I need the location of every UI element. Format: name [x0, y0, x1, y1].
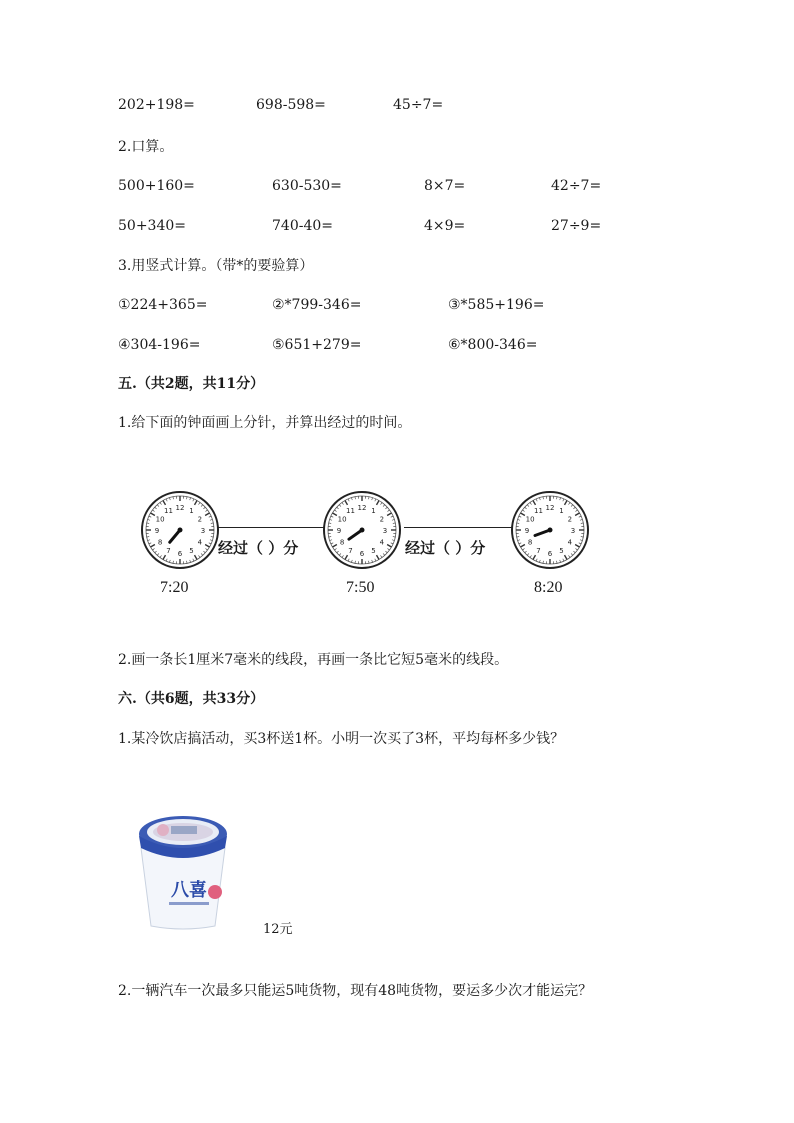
elapsed-label-2: 经过（ ）分	[405, 539, 486, 557]
clock-numeral: 2	[379, 515, 385, 524]
clock-time-label-1: 7:20	[160, 579, 189, 596]
clock-numeral: 2	[197, 515, 203, 524]
clock-numeral: 5	[559, 546, 564, 555]
q3-r2-c3: ⑥*800-346=	[448, 337, 538, 353]
q2-r1-c2: 630-530=	[272, 178, 342, 194]
section6-q1: 1.某冷饮店搞活动，买3杯送1杯。小明一次买了3杯，平均每杯多少钱？	[118, 731, 565, 747]
clock-numeral: 1	[189, 507, 194, 516]
clock-face-2	[321, 489, 403, 571]
clock-numeral: 1	[371, 507, 376, 516]
clock-numeral: 8	[527, 538, 533, 547]
q3-r1-c2: ②*799-346=	[272, 297, 362, 313]
clock-numeral: 12	[175, 504, 185, 512]
section6-heading: 六.（共6题，共33分）	[118, 691, 265, 707]
connector-line-2	[404, 527, 512, 528]
top-expr-2: 698-598=	[256, 97, 326, 113]
tub-brand-text: 八喜	[171, 880, 207, 901]
q3-r1-c3: ③*585+196=	[448, 297, 545, 313]
clock-numeral: 7	[166, 546, 171, 555]
clock-numeral: 11	[164, 507, 173, 516]
clock-numeral: 4	[567, 538, 573, 547]
clock-numeral: 9	[336, 527, 342, 535]
q2-title: 2.口算。	[118, 139, 174, 155]
ice-cream-tub-image	[133, 808, 233, 933]
clock-numeral: 10	[337, 515, 347, 524]
clock-numeral: 6	[177, 550, 183, 558]
q3-r2-c1: ④304-196=	[118, 337, 201, 353]
q2-r1-c1: 500+160=	[118, 178, 195, 194]
elapsed-label-1: 经过（ ）分	[218, 539, 299, 557]
clock-face-1	[139, 489, 221, 571]
clock-numeral: 4	[379, 538, 385, 547]
clock-center-dot	[360, 528, 365, 533]
q3-title: 3.用竖式计算。（带*的要验算）	[118, 258, 314, 274]
q2-r1-c4: 42÷7=	[551, 178, 602, 194]
clock-center-dot	[548, 528, 553, 533]
clock-center-dot	[178, 528, 183, 533]
clock-time-label-3: 8:20	[534, 579, 563, 596]
clock-numeral: 12	[545, 504, 555, 512]
section6-q2: 2.一辆汽车一次最多只能运5吨货物，现有48吨货物，要运多少次才能运完？	[118, 983, 593, 999]
clock-numeral: 12	[357, 504, 367, 512]
clock-numeral: 4	[197, 538, 203, 547]
clock-numeral: 10	[155, 515, 165, 524]
top-expr-3: 45÷7=	[393, 97, 444, 113]
q3-r1-c1: ①224+365=	[118, 297, 208, 313]
section5-q1: 1.给下面的钟面画上分针，并算出经过的时间。	[118, 415, 412, 431]
top-expr-1: 202+198=	[118, 97, 195, 113]
q3-r2-c2: ⑤651+279=	[272, 337, 362, 353]
clock-numeral: 9	[154, 527, 160, 535]
q2-r2-c4: 27÷9=	[551, 218, 602, 234]
clock-numeral: 6	[359, 550, 365, 558]
q2-r2-c3: 4×9=	[424, 218, 466, 234]
clock-numeral: 2	[567, 515, 573, 524]
q2-r2-c1: 50+340=	[118, 218, 186, 234]
clock-face-3	[509, 489, 591, 571]
connector-line-1	[218, 527, 324, 528]
section5-heading: 五.（共2题，共11分）	[118, 376, 265, 392]
clock-numeral: 3	[570, 527, 576, 535]
clock-numeral: 6	[547, 550, 553, 558]
clock-numeral: 5	[371, 546, 376, 555]
clock-numeral: 1	[559, 507, 564, 516]
clock-numeral: 8	[157, 538, 163, 547]
clock-numeral: 11	[534, 507, 543, 516]
clock-numeral: 7	[536, 546, 541, 555]
clock-numeral: 11	[346, 507, 355, 516]
clock-numeral: 8	[339, 538, 345, 547]
clock-numeral: 7	[348, 546, 353, 555]
clock-numeral: 5	[189, 546, 194, 555]
clock-time-label-2: 7:50	[346, 579, 375, 596]
q2-r1-c3: 8×7=	[424, 178, 466, 194]
clock-numeral: 3	[382, 527, 388, 535]
section5-q2: 2.画一条长1厘米7毫米的线段，再画一条比它短5毫米的线段。	[118, 652, 509, 668]
price-label: 12元	[263, 922, 293, 937]
q2-r2-c2: 740-40=	[272, 218, 333, 234]
clock-numeral: 10	[525, 515, 535, 524]
clock-numeral: 9	[524, 527, 530, 535]
clock-numeral: 3	[200, 527, 206, 535]
